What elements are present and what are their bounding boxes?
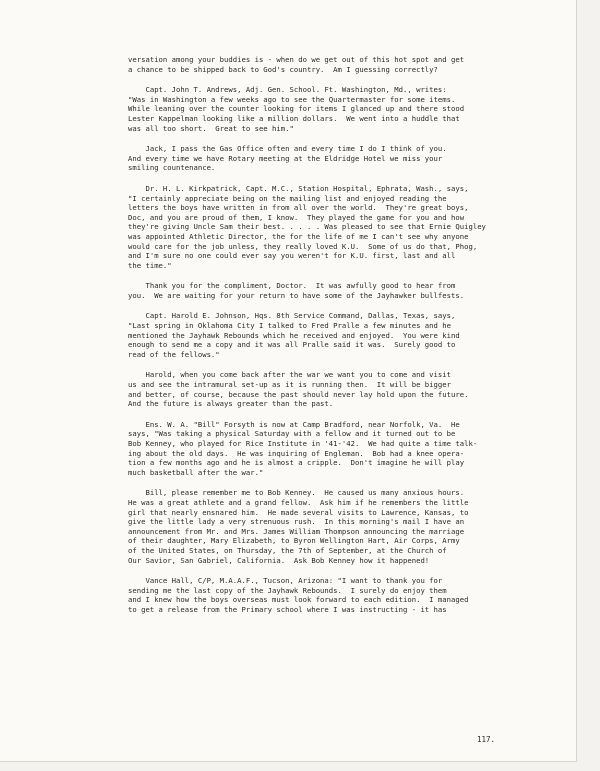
paragraph <box>128 370 558 408</box>
text-line: you. We are waiting for your return to have some of the Jayhawker bullfests. <box>128 290 465 300</box>
text-line: ing about the old days. He was inquiring of Engleman. Bob had a knee opera- <box>128 448 465 458</box>
text-line: He was a great athlete and a grand fellow. Ask him if he remembers the little <box>128 497 469 507</box>
paragraph <box>128 144 558 173</box>
text-line: Ens. W. A. "Bill" Forsyth is now at Camp Bradford, near Norfolk, Va. He <box>128 419 460 429</box>
text-line: and I'm sure no one could ever say you weren't for K.U. first, last and all <box>128 251 456 261</box>
page-number: 117. <box>477 735 496 744</box>
text-line: Harold, when you come back after the war we want you to come and visit <box>128 370 452 380</box>
text-line: Capt. Harold E. Johnson, Hqs. 8th Service Command, Dallas, Texas, says, <box>128 311 456 321</box>
text-line: girl that nearly ensnared him. He made several visits to Lawrence, Kansas, to <box>128 507 469 517</box>
text-line: announcement from Mr. and Mrs. James William Thompson announcing the marriage <box>128 526 465 536</box>
text-line: Bill, please remember me to Bob Kenney. He caused us many anxious hours. <box>128 488 465 498</box>
text-line: says, "Was taking a physical Saturday with a fellow and it turned out to be <box>128 429 456 439</box>
text-line: Thank you for the compliment, Doctor. It was awfully good to hear from <box>128 281 456 291</box>
text-line: Our Savior, San Gabriel, California. Ask Bob Kenney how it happened! <box>128 555 430 565</box>
text-line: mentioned the Jayhawk Rebounds which he received and enjoyed. You were kind <box>128 330 460 340</box>
letter-body <box>128 55 558 626</box>
text-line: versation among your buddies is - when do we get out of this hot spot and get <box>128 55 465 64</box>
text-line: was all too short. Great to see him." <box>128 123 294 133</box>
paragraph <box>128 488 558 565</box>
text-line: letters the boys have written in from all over the world. They're great boys, <box>128 203 469 213</box>
text-line: of their daughter, Mary Elizabeth, to Byron Wellington Hart, Air Corps, Army <box>128 536 460 546</box>
text-line: Dr. H. L. Kirkpatrick, Capt. M.C., Station Hospital, Ephrata, Wash., says, <box>128 183 469 193</box>
text-line: Lester Kappelman looking like a million dollars. We went into a huddle that <box>128 113 460 123</box>
text-line: much basketball after the war." <box>128 467 264 477</box>
text-line: and better, of course, because the past should never lay hold upon the future. <box>128 389 469 399</box>
text-line: and I knew how the boys overseas must look forward to each edition. I managed <box>128 595 469 605</box>
text-line: a chance to be shipped back to God's country. Am I guessing correctly? <box>128 64 438 74</box>
text-line: was appointed Athletic Director, the for the life of me I can't see why anyone <box>128 231 469 241</box>
text-line: give the little lady a very strenuous rush. In this morning's mail I have an <box>128 517 465 527</box>
text-line: Vance Hall, C/P, M.A.A.F., Tucson, Arizona: "I want to thank you for <box>128 576 443 586</box>
paragraph <box>128 184 558 270</box>
text-line: read of the fellows." <box>128 349 220 359</box>
text-line: Doc, and you are proud of them, I know. They played the game for you and how <box>128 212 465 222</box>
text-line: While leaning over the counter looking for items I glanced up and there stood <box>128 104 465 114</box>
text-line: smiling countenance. <box>128 163 216 173</box>
text-line: enough to send me a copy and it was all Pralle said it was. Surely good to <box>128 340 456 350</box>
paragraph <box>128 55 558 74</box>
text-line: "I certainly appreciate being on the mailing list and enjoyed reading the <box>128 193 447 203</box>
text-line: Capt. John T. Andrews, Adj. Gen. School. Ft. Washington, Md., writes: <box>128 85 447 95</box>
text-line: would care for the job unless, they really loved K.U. Some of us do that, Phog, <box>128 241 478 251</box>
text-line: "Last spring in Oklahoma City I talked to Fred Pralle a few minutes and he <box>128 321 452 331</box>
text-line: And the future is always greater than the past. <box>128 399 334 409</box>
text-line: "Was in Washington a few weeks ago to see the Quartermaster for some items. <box>128 94 456 104</box>
text-line: us and see the intramural set-up as it is running then. It will be bigger <box>128 380 452 390</box>
paragraph <box>128 311 558 359</box>
text-line: And every time we have Rotary meeting at the Eldridge Hotel we miss your <box>128 153 443 163</box>
text-line: tion a few months ago and he is almost a cripple. Don't imagine he will play <box>128 458 465 468</box>
text-line: to get a release from the Primary school where I was instructing - it has <box>128 604 447 614</box>
text-line: sending me the last copy of the Jayhawk Rebounds. I surely do enjoy them <box>128 585 447 595</box>
paragraph <box>128 576 558 614</box>
text-line: Jack, I pass the Gas Office often and every time I do I think of you. <box>128 144 447 154</box>
text-line: the time." <box>128 260 172 270</box>
text-line: they're giving Uncle Sam their best. . . . . Was pleased to see that Ernie Quigley <box>128 222 486 232</box>
text-line: of the United States, on Thursday, the 7th of September, at the Church of <box>128 545 447 555</box>
text-line: Bob Kenney, who played for Rice Institute in '41-'42. We had quite a time talk- <box>128 439 478 448</box>
paragraph <box>128 281 558 300</box>
paragraph <box>128 85 558 133</box>
paragraph <box>128 420 558 478</box>
